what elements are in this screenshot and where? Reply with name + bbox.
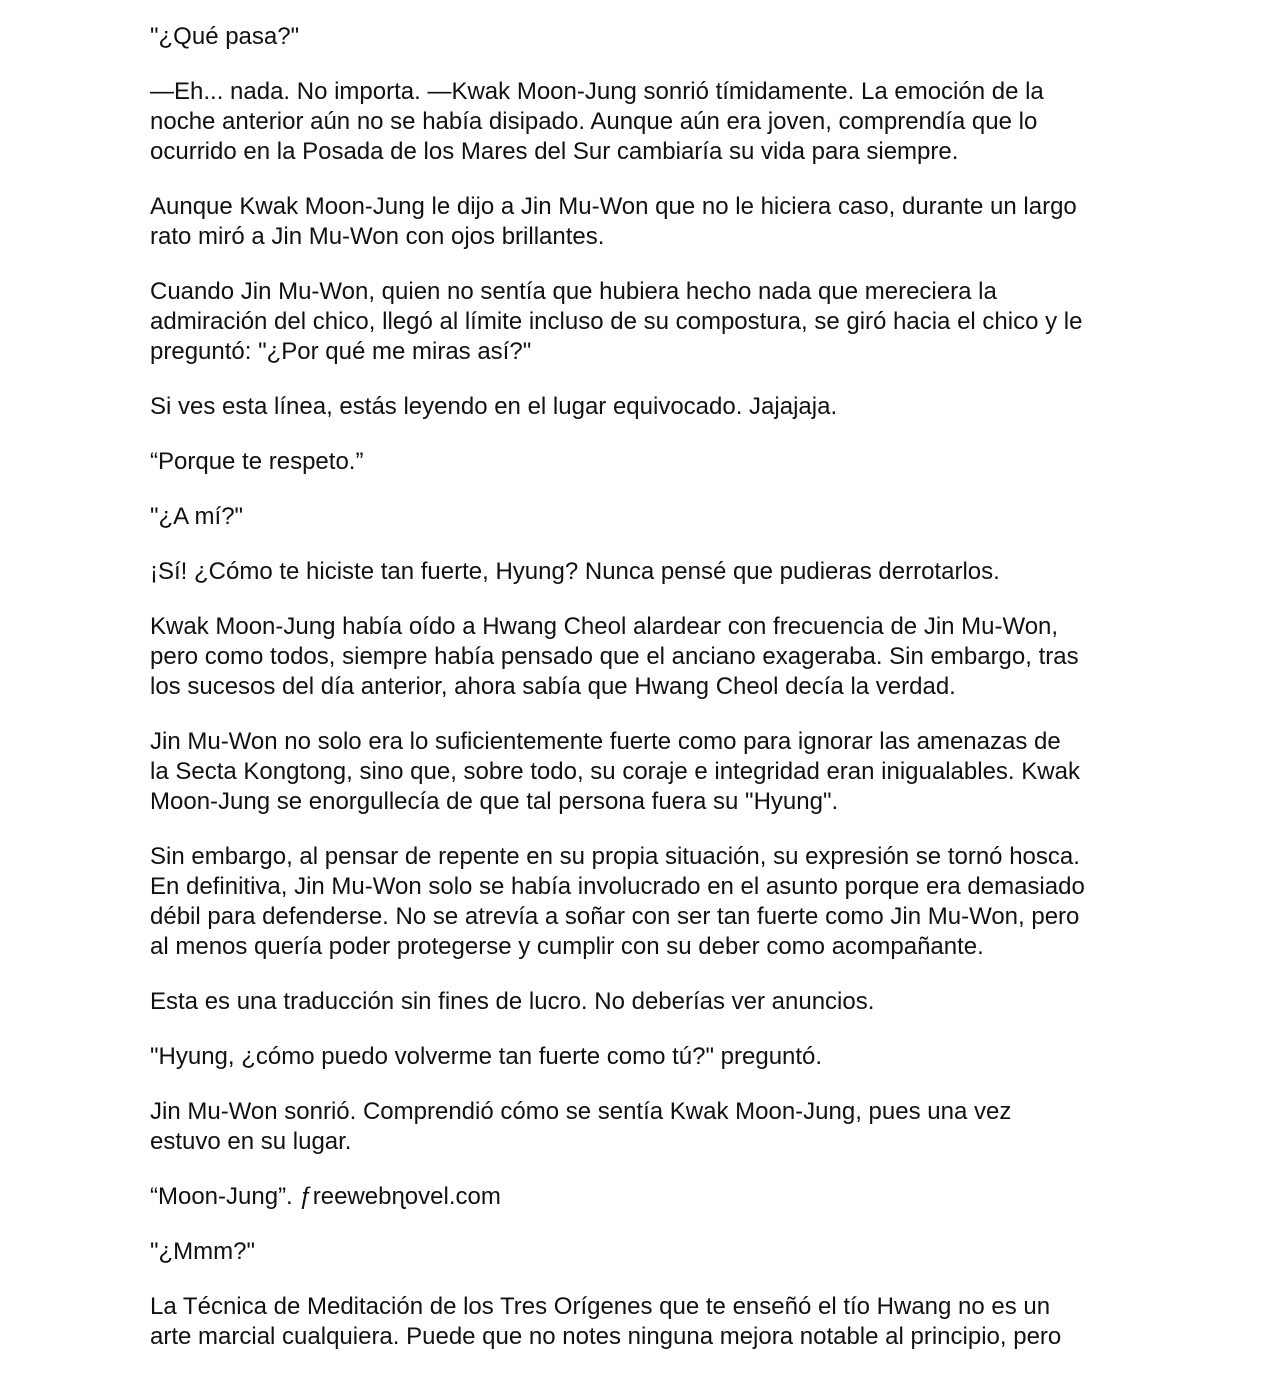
paragraph bbox=[150, 392, 1140, 422]
text-line: "¿Mmm?" bbox=[150, 1238, 256, 1265]
paragraph bbox=[150, 987, 1140, 1017]
text-line: "¿Qué pasa?" bbox=[150, 23, 300, 50]
text-line: ocurrido en la Posada de los Mares del Sur cambiaría su vida para siempre. bbox=[150, 138, 959, 165]
text-line: al menos quería poder protegerse y cumplir con su deber como acompañante. bbox=[150, 933, 984, 960]
text-line: Esta es una traducción sin fines de lucro. No deberías ver anuncios. bbox=[150, 988, 875, 1015]
text-line: noche anterior aún no se había disipado. Aunque aún era joven, comprendía que lo bbox=[150, 108, 1038, 135]
text-line: rato miró a Jin Mu-Won con ojos brillantes. bbox=[150, 223, 605, 250]
paragraph bbox=[150, 192, 1140, 252]
text-line: ¡Sí! ¿Cómo te hiciste tan fuerte, Hyung? Nunca pensé que pudieras derrotarlos. bbox=[150, 558, 1000, 585]
text-line: Aunque Kwak Moon-Jung le dijo a Jin Mu-Won que no le hiciera caso, durante un largo bbox=[150, 193, 1077, 220]
text-line: “Porque te respeto.” bbox=[150, 448, 364, 475]
text-line: Kwak Moon-Jung había oído a Hwang Cheol alardear con frecuencia de Jin Mu-Won, bbox=[150, 613, 1059, 640]
text-line: la Secta Kongtong, sino que, sobre todo, su coraje e integridad eran inigualables. Kwak bbox=[150, 758, 1080, 785]
document-page bbox=[150, 22, 1140, 1352]
paragraph bbox=[150, 1042, 1140, 1072]
paragraph bbox=[150, 77, 1140, 167]
text-line: Jin Mu-Won sonrió. Comprendió cómo se sentía Kwak Moon-Jung, pues una vez bbox=[150, 1098, 1012, 1125]
text-line: En definitiva, Jin Mu-Won solo se había involucrado en el asunto porque era demasiado bbox=[150, 873, 1085, 900]
text-line: Jin Mu-Won no solo era lo suficientemente fuerte como para ignorar las amenazas de bbox=[150, 728, 1061, 755]
text-line: admiración del chico, llegó al límite incluso de su compostura, se giró hacia el chico y le bbox=[150, 308, 1083, 335]
text-line: arte marcial cualquiera. Puede que no notes ninguna mejora notable al principio, pero bbox=[150, 1323, 1062, 1350]
paragraph bbox=[150, 447, 1140, 477]
text-line: preguntó: "¿Por qué me miras así?" bbox=[150, 338, 532, 365]
paragraph bbox=[150, 612, 1140, 702]
paragraph bbox=[150, 22, 1140, 52]
paragraph bbox=[150, 1292, 1140, 1352]
text-line: —Eh... nada. No importa. —Kwak Moon-Jung sonrió tímidamente. La emoción de la bbox=[150, 78, 1044, 105]
paragraph bbox=[150, 1097, 1140, 1157]
paragraph bbox=[150, 502, 1140, 532]
text-line: Moon-Jung se enorgullecía de que tal persona fuera su "Hyung". bbox=[150, 788, 839, 815]
text-line: Si ves esta línea, estás leyendo en el lugar equivocado. Jajajaja. bbox=[150, 393, 838, 420]
paragraph bbox=[150, 842, 1140, 962]
text-line: débil para defenderse. No se atrevía a soñar con ser tan fuerte como Jin Mu-Won, pero bbox=[150, 903, 1080, 930]
text-line: “Moon-Jung”. ƒreewebɳovel.com bbox=[150, 1183, 501, 1210]
text-line: Sin embargo, al pensar de repente en su propia situación, su expresión se tornó hosca. bbox=[150, 843, 1080, 870]
paragraph bbox=[150, 1237, 1140, 1267]
text-line: "Hyung, ¿cómo puedo volverme tan fuerte como tú?" preguntó. bbox=[150, 1043, 823, 1070]
paragraph bbox=[150, 727, 1140, 817]
text-line: "¿A mí?" bbox=[150, 503, 244, 530]
text-line: pero como todos, siempre había pensado que el anciano exageraba. Sin embargo, tras bbox=[150, 643, 1079, 670]
text-line: La Técnica de Meditación de los Tres Orígenes que te enseñó el tío Hwang no es un bbox=[150, 1293, 1051, 1320]
paragraph bbox=[150, 1182, 1140, 1212]
text-line: Cuando Jin Mu-Won, quien no sentía que hubiera hecho nada que mereciera la bbox=[150, 278, 997, 305]
paragraph bbox=[150, 277, 1140, 367]
paragraph bbox=[150, 557, 1140, 587]
text-line: estuvo en su lugar. bbox=[150, 1128, 352, 1155]
text-line: los sucesos del día anterior, ahora sabía que Hwang Cheol decía la verdad. bbox=[150, 673, 956, 700]
